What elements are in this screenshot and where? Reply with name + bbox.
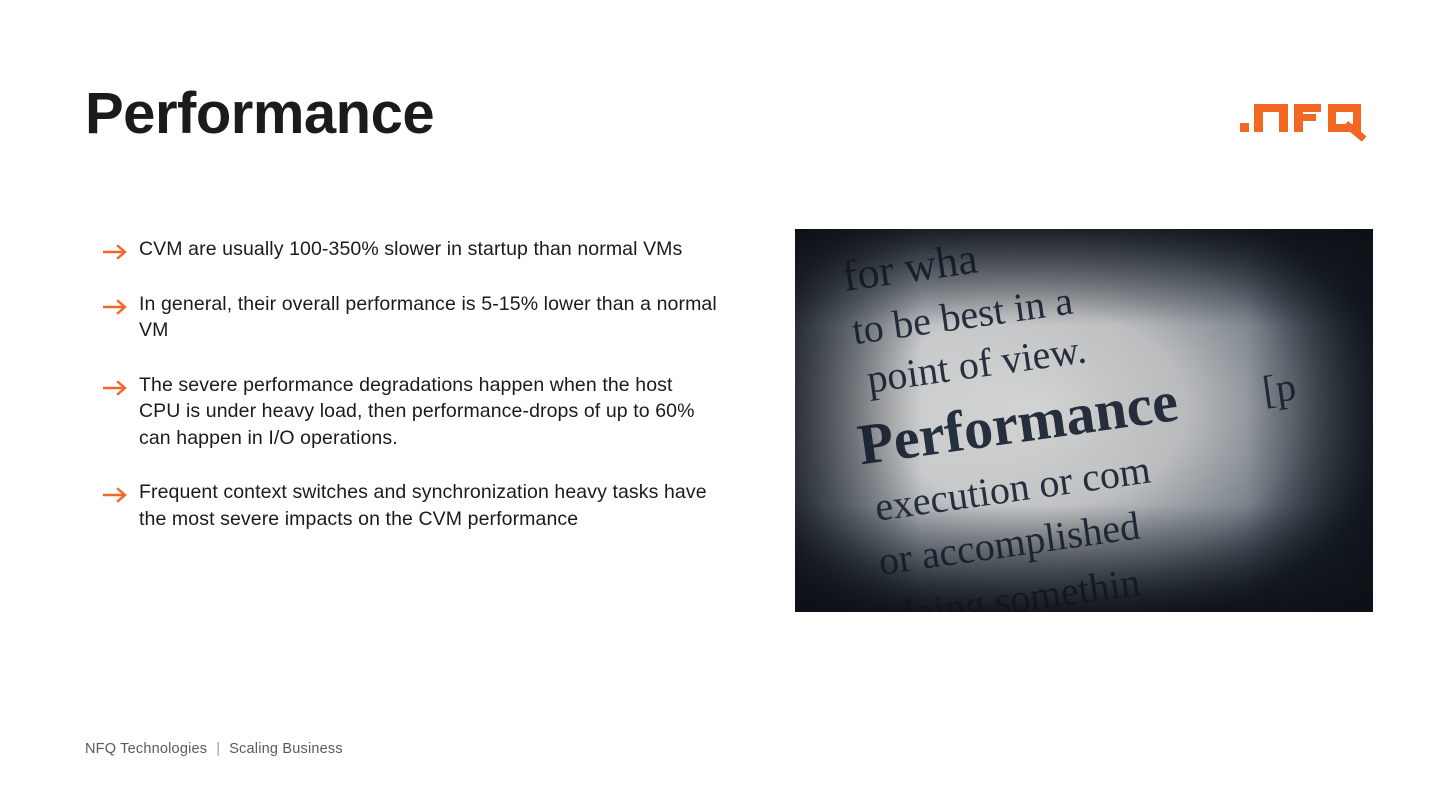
footer-tagline: Scaling Business (229, 741, 343, 757)
list-item-label: CVM are usually 100-350% slower in startup than normal VMs (139, 238, 683, 260)
footer-separator: | (216, 741, 221, 757)
footer (85, 741, 343, 757)
page-title: Performance (85, 81, 435, 146)
arrow-right-icon (103, 372, 139, 396)
nfq-logo (1240, 95, 1372, 141)
arrow-right-icon (103, 236, 139, 260)
dictionary-performance-photo (795, 229, 1373, 612)
footer-company: NFQ Technologies (85, 741, 208, 757)
list-item (103, 372, 753, 452)
list-item (103, 291, 753, 344)
arrow-right-icon (103, 291, 139, 315)
arrow-right-icon (103, 479, 139, 503)
list-item-label: In general, their overall performance is 5-15% lower than a normal VM (139, 292, 717, 342)
list-item (103, 479, 753, 532)
bullet-list (103, 236, 753, 532)
list-item-label: Frequent context switches and synchronization heavy tasks have the most severe impacts on the CVM performance (139, 481, 707, 530)
list-item (103, 236, 753, 263)
list-item-label: The severe performance degradations happen when the host CPU is under heavy load, then performance-drops of up to 60% can happen in I/O operations. (139, 373, 695, 449)
